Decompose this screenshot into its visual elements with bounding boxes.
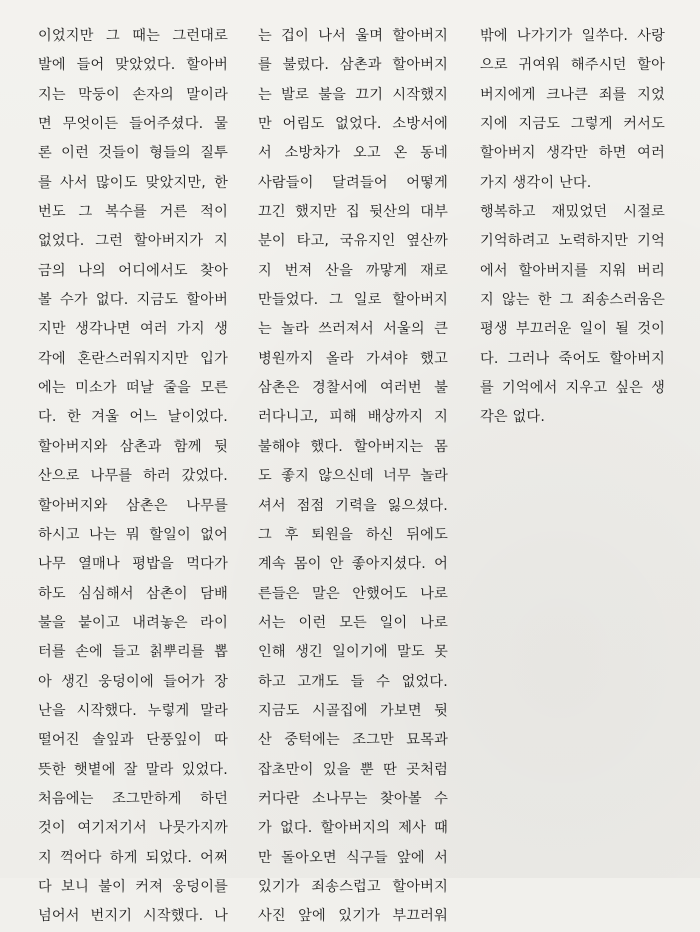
text-line: 면 무엇이든 들어주셨다. 물 [38, 116, 228, 133]
text-line: 가 없다. 할아버지의 제사 때 [258, 820, 448, 837]
text-line: 각은 없다. [480, 409, 546, 426]
text-line: 다. 한 겨울 어느 날이었다. [38, 409, 228, 426]
text-line: 평생 부끄러운 일이 될 것이 [480, 321, 665, 338]
text-line: 론 이런 것들이 형들의 질투 [38, 145, 228, 162]
text-line: 를 사서 많이도 맞았지만, 한 [38, 174, 228, 191]
text-line: 도 좋지 않으신데 너무 놀라 [258, 468, 448, 485]
text-line: 산 중턱에는 조그만 묘목과 [258, 732, 448, 749]
text-line: 떨어진 솔잎과 단풍잎이 따 [38, 732, 228, 749]
text-line: 는 발로 불을 끄기 시작했지 [258, 86, 448, 103]
text-line: 할아버지와 삼촌은 나무를 [38, 497, 228, 514]
text-line: 삼촌은 경찰서에 여러번 불 [258, 380, 448, 397]
text-line: 를 기억에서 지우고 싶은 생 [480, 380, 665, 397]
text-line: 서 소방차가 오고 온 동네 [258, 145, 448, 162]
text-line: 지 않는 한 그 죄송스러움은 [480, 292, 665, 309]
text-line: 버지에게 크나큰 죄를 지었 [480, 86, 665, 103]
text-line: 하도 심심해서 삼촌이 담배 [38, 585, 228, 602]
text-line: 셔서 점점 기력을 잃으셨다. [258, 497, 448, 514]
text-line: 볼 수가 없다. 지금도 할아버 [38, 292, 228, 309]
text-line: 분이 타고, 국유지인 옆산까 [258, 233, 448, 250]
text-line: 이었지만 그 때는 그런대로 [38, 28, 228, 44]
text-line: 병원까지 올라 가셔야 했고 [258, 350, 448, 367]
text-line: 그 후 퇴원을 하신 뒤에도 [258, 526, 448, 543]
text-line: 아 생긴 웅덩이에 들어가 장 [38, 673, 228, 690]
text-column-1 [38, 22, 228, 932]
text-line: 만 돌아오면 식구들 앞에 서 [258, 849, 448, 866]
text-line: 하시고 나는 뭐 할일이 없어 [38, 526, 228, 543]
text-line: 각에 혼란스러워지지만 입가 [38, 350, 228, 367]
text-line: 지 번져 산을 까맣게 재로 [258, 262, 448, 279]
text-line: 는 겁이 나서 울며 할아버지 [258, 28, 448, 44]
text-line: 행복하고 재밌었던 시절로 [480, 204, 665, 221]
text-line: 다 보니 불이 커져 웅덩이를 [38, 878, 228, 895]
text-line: 불해야 했다. 할아버지는 몸 [258, 438, 448, 455]
text-line: 계속 몸이 안 좋아지셨다. 어 [258, 556, 448, 573]
text-line: 넘어서 번지기 시작했다. 나 [38, 908, 228, 925]
text-line: 지에 지금도 그렇게 커서도 [480, 116, 665, 133]
text-line: 가지 생각이 난다. [480, 174, 592, 191]
text-line: 에는 미소가 떠날 줄을 모른 [38, 380, 228, 397]
text-line: 인해 생긴 일이기에 말도 못 [258, 644, 448, 661]
text-line: 발에 들어 맞았었다. 할아버 [38, 57, 228, 74]
text-line: 서는 이런 모든 일이 나로 [258, 614, 448, 631]
text-line: 뜻한 햇볕에 잘 말라 있었다. [38, 761, 228, 778]
text-line: 잡초만이 있을 뿐 딴 곳처럼 [258, 761, 448, 778]
text-column-3 [480, 22, 665, 433]
text-line: 지는 막둥이 손자의 말이라 [38, 86, 228, 103]
text-line: 나무 열매나 평밥을 먹다가 [38, 556, 228, 573]
text-line: 러다니고, 피해 배상까지 지 [258, 409, 448, 426]
text-line: 으로 귀여워 해주시던 할아 [480, 57, 665, 74]
text-line: 밖에 나가기가 일쑤다. 사랑 [480, 28, 665, 44]
text-line: 만 어림도 없었다. 소방서에 [258, 116, 448, 133]
text-line: 지 꺽어다 하게 되었다. 어쩌 [38, 849, 228, 866]
text-line: 른들은 말은 안했어도 나로 [258, 585, 448, 602]
text-line: 할아버지 생각만 하면 여러 [480, 145, 665, 162]
text-line: 있기가 죄송스럽고 할아버지 [258, 878, 448, 895]
text-line: 불을 붙이고 내려놓은 라이 [38, 614, 228, 631]
text-line: 를 불렀다. 삼촌과 할아버지 [258, 57, 448, 74]
text-line: 하고 고개도 들 수 없었다. [258, 673, 448, 690]
text-line: 없었다. 그런 할아버지가 지 [38, 233, 228, 250]
text-line: 커다란 소나무는 찾아볼 수 [258, 790, 448, 807]
text-line: 할아버지와 삼촌과 함께 뒷 [38, 438, 228, 455]
text-line: 는 놀라 쓰러져서 서울의 큰 [258, 321, 448, 338]
text-line: 사진 앞에 있기가 부끄러워 [258, 908, 448, 925]
text-line: 다. 그러나 죽어도 할아버지 [480, 350, 665, 367]
text-line: 기억하려고 노력하지만 기억 [480, 233, 665, 250]
text-column-2 [258, 22, 448, 932]
text-line: 산으로 나무를 하러 갔었다. [38, 468, 228, 485]
text-line: 난을 시작했다. 누렇게 말라 [38, 702, 228, 719]
text-line: 사람들이 달려들어 어떻게 [258, 174, 448, 191]
text-line: 에서 할아버지를 지워 버리 [480, 262, 665, 279]
text-line: 터를 손에 들고 칡뿌리를 뽑 [38, 644, 228, 661]
text-line: 지금도 시골집에 가보면 뒷 [258, 702, 448, 719]
text-line: 지만 생각나면 여러 가지 생 [38, 321, 228, 338]
text-line: 것이 여기저기서 나뭇가지까 [38, 820, 228, 837]
text-line: 번도 그 복수를 거른 적이 [38, 204, 228, 221]
text-line: 처음에는 조그만하게 하던 [38, 790, 228, 807]
text-line: 끄긴 했지만 집 뒷산의 대부 [258, 204, 448, 221]
text-line: 금의 나의 어디에서도 찾아 [38, 262, 228, 279]
text-line: 만들었다. 그 일로 할아버지 [258, 292, 448, 309]
